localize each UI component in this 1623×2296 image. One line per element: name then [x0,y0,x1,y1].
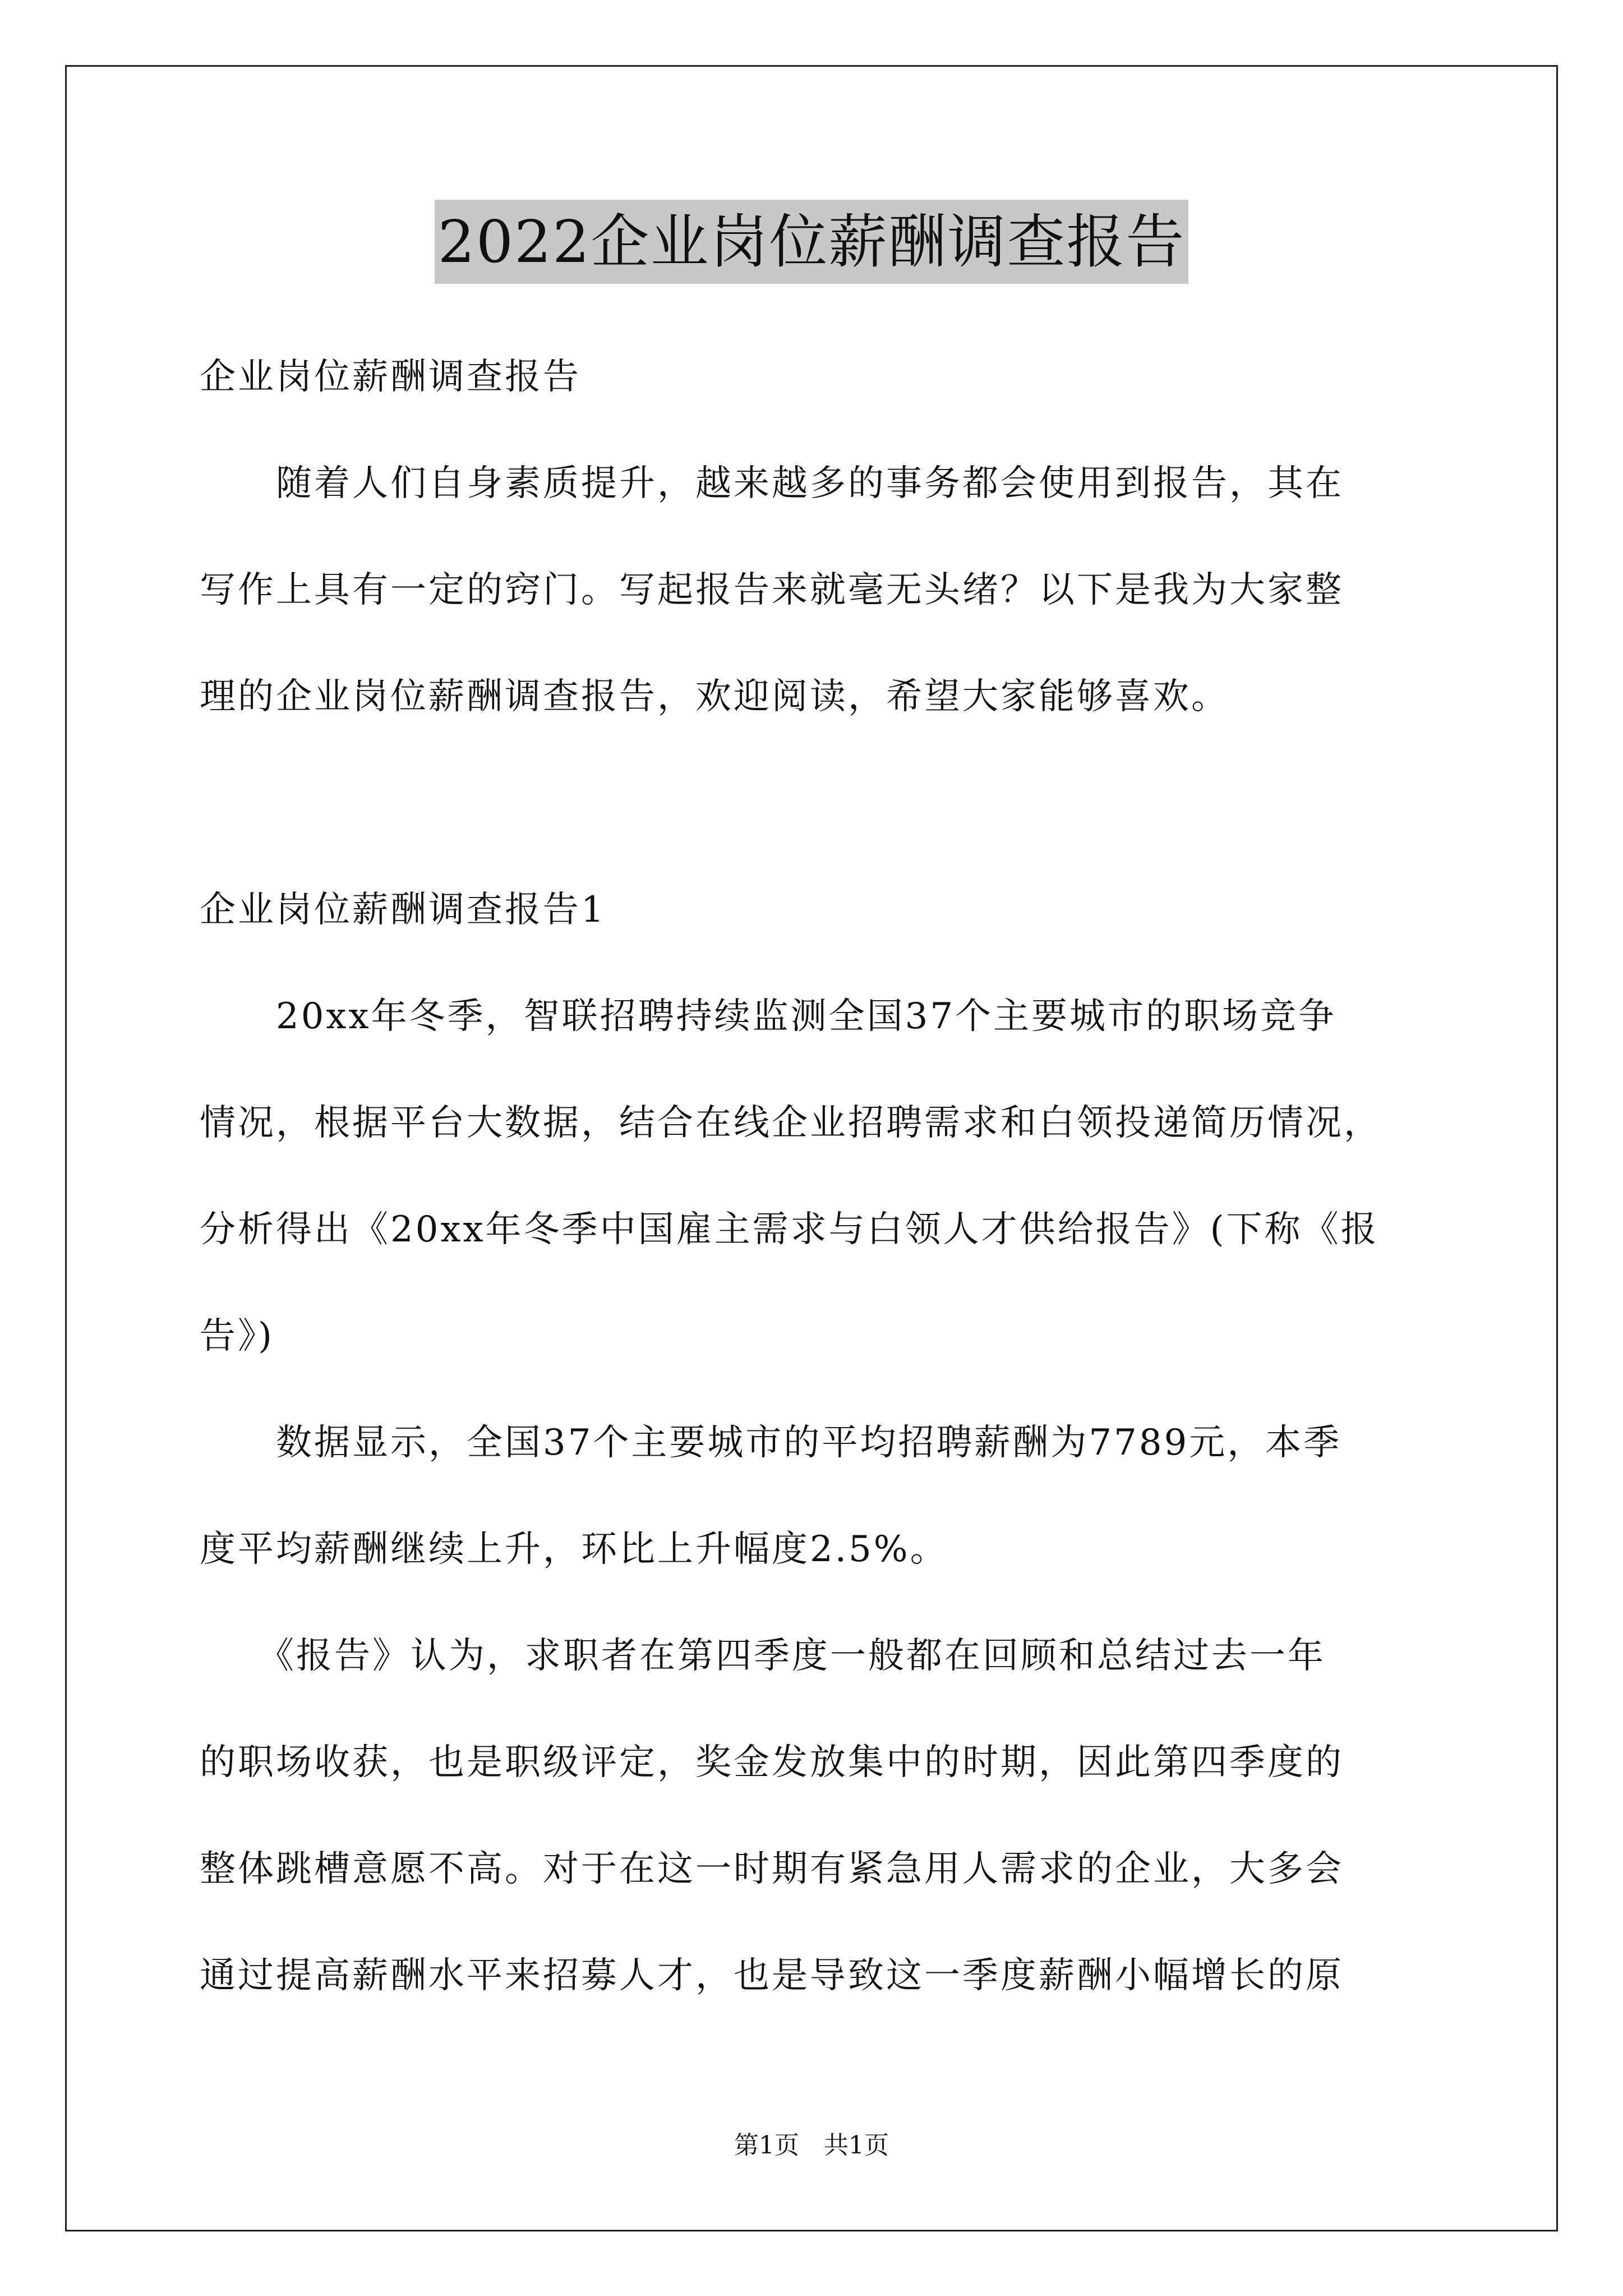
paragraph-line: 告》) [200,1315,274,1357]
paragraph-line: 数据显示，全国37个主要城市的平均招聘薪酬为7789元，本季 [200,1422,1342,1464]
page-footer: 第1页 共1页 [734,2131,889,2160]
paragraph-line: 20xx年冬季，智联招聘持续监测全国37个主要城市的职场竞争 [200,996,1337,1037]
paragraph-line: 随着人们自身素质提升，越来越多的事务都会使用到报告，其在 [200,463,1344,504]
paragraph-line: 情况，根据平台大数据，结合在线企业招聘需求和白领投递简历情况， [200,1102,1382,1144]
paragraph-line: 分析得出《20xx年冬季中国雇主需求与白领人才供给报告》(下称《报 [200,1209,1379,1250]
title-container [0,200,1623,284]
paragraph-line: 《报告》认为，求职者在第四季度一般都在回顾和总结过去一年 [200,1635,1326,1677]
paragraph-line: 度平均薪酬继续上升，环比上升幅度2.5%。 [200,1529,948,1570]
paragraph-line: 的职场收获，也是职级评定，奖金发放集中的时期，因此第四季度的 [200,1742,1344,1783]
paragraph-line: 理的企业岗位薪酬调查报告，欢迎阅读，希望大家能够喜欢。 [200,676,1229,717]
section-heading: 企业岗位薪酬调查报告1 [200,889,606,931]
paragraph-line: 通过提高薪酬水平来招募人才，也是导致这一季度薪酬小幅增长的原 [200,1955,1344,1996]
paragraph-line: 写作上具有一定的窍门。写起报告来就毫无头绪？以下是我为大家整 [200,569,1344,611]
document-title: 2022企业岗位薪酬调查报告 [435,200,1189,284]
subtitle-line: 企业岗位薪酬调查报告 [200,356,581,398]
paragraph-line: 整体跳槽意愿不高。对于在这一时期有紧急用人需求的企业，大多会 [200,1848,1344,1890]
